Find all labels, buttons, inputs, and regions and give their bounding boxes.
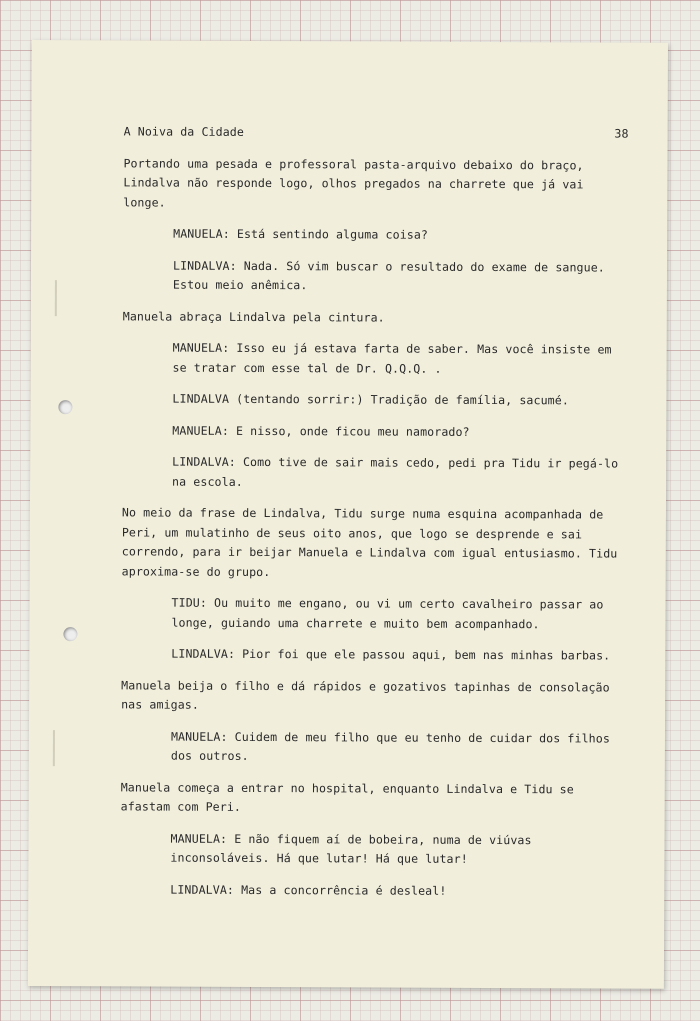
action-paragraph: No meio da frase de Lindalva, Tidu surge numa esquina acompanhada de Peri, um mulatinho de seus oito anos, que logo se desprende e sai correndo, para ir beijar Manuela e Lindalva com igual entusiasmo. Tidu aproxima-se do grupo.	[121, 505, 618, 579]
dialogue-line: LINDALVA: Nada. Só vim buscar o resultado do exame de sangue. Estou meio anêmica.	[172, 258, 605, 293]
dialogue-line: LINDALVA (tentando sorrir:) Tradição de família, sacumé.	[172, 391, 569, 408]
dialogue-line: TIDU: Ou muito me engano, ou vi um certo cavalheiro passar ao longe, guiando uma charrete e muito bem acompanhado.	[171, 595, 604, 631]
page-header	[124, 122, 629, 144]
action-paragraph: Portando uma pesada e professoral pasta-arquivo debaixo do braço, Lindalva não responde logo, olhos pregados na charrete que já vai longe.	[123, 155, 584, 210]
action-paragraph: Manuela abraça Lindalva pela cintura.	[122, 308, 385, 325]
script-page	[120, 122, 628, 913]
dialogue-line: MANUELA: E nisso, onde ficou meu namorado?	[172, 423, 470, 439]
dialogue-line: LINDALVA: Pior foi que ele passou aqui, bem nas minhas barbas.	[171, 646, 611, 663]
document-title: A Noiva da Cidade	[123, 124, 245, 139]
page-number: 38	[614, 126, 629, 141]
crease-mark	[55, 280, 57, 316]
dialogue-line: MANUELA: Isso eu já estava farta de saber. Mas você insiste em se tratar com esse tal de Dr. Q.Q.Q. .	[172, 340, 612, 376]
dialogue-line: MANUELA: Cuidem de meu filho que eu tenho de cuidar dos filhos dos outros.	[170, 729, 610, 763]
dialogue-line: MANUELA: E não fiquem aí de bobeira, numa de viúvas inconsoláveis. Há que lutar! Há que lutar!	[170, 831, 532, 866]
action-paragraph: Manuela começa a entrar no hospital, enquanto Lindalva e Tidu se afastam com Peri.	[120, 779, 574, 814]
punch-hole-top	[58, 400, 72, 414]
dialogue-line: LINDALVA: Como tive de sair mais cedo, pedi pra Tidu ir pegá-lo na escola.	[172, 454, 619, 489]
crease-mark	[53, 730, 55, 766]
dialogue-line: MANUELA: Está sentindo alguma coisa?	[173, 226, 429, 242]
action-paragraph: Manuela beija o filho e dá rápidos e gozativos tapinhas de consolação nas amigas.	[121, 677, 610, 712]
punch-hole-bottom	[63, 627, 77, 641]
dialogue-line: LINDALVA: Mas a concorrência é desleal!	[170, 882, 447, 898]
paper-sheet	[28, 40, 668, 989]
